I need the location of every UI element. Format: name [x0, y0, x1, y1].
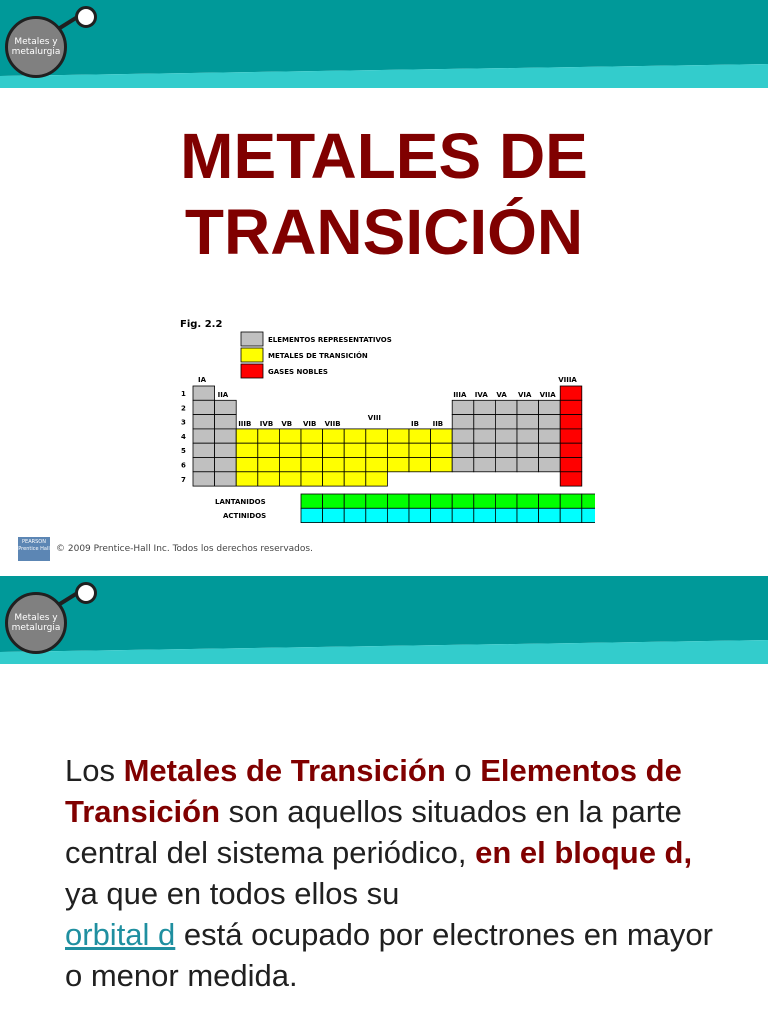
element-cell: [387, 429, 409, 443]
element-cell: [474, 415, 496, 429]
actinide-cell: [539, 508, 561, 522]
title-line1: METALES DE: [180, 120, 588, 192]
element-cell: [474, 458, 496, 472]
lanthanide-cell: [517, 494, 539, 508]
element-cell: [517, 458, 539, 472]
element-cell: [215, 429, 237, 443]
logo-2: [5, 592, 67, 654]
legend-swatch: [241, 332, 263, 346]
title-line2: TRANSICIÓN: [184, 196, 584, 268]
element-cell: [452, 443, 474, 457]
element-cell: [474, 400, 496, 414]
actinide-cell: [431, 508, 453, 522]
element-cell: [560, 472, 582, 486]
legend-swatch: [241, 364, 263, 378]
element-cell: [236, 443, 258, 457]
logo-text-line1: Metales y: [14, 37, 58, 47]
element-cell: [517, 443, 539, 457]
element-cell: [301, 429, 323, 443]
element-cell: [560, 458, 582, 472]
element-cell: [560, 415, 582, 429]
element-cell: [539, 429, 561, 443]
element-cell: [301, 443, 323, 457]
element-cell: [323, 429, 345, 443]
lanthanide-cell: [560, 494, 582, 508]
element-cell: [387, 458, 409, 472]
element-cell: [215, 458, 237, 472]
element-cell: [452, 429, 474, 443]
copyright-text: © 2009 Prentice-Hall Inc. Todos los derechos reservados.: [56, 544, 313, 554]
group-label: VB: [281, 420, 293, 428]
element-cell: [517, 415, 539, 429]
group-label: VIII: [367, 414, 382, 422]
logo-text-line2: metalurgia: [11, 47, 61, 57]
legend-label: ELEMENTOS REPRESENTATIVOS: [268, 336, 392, 344]
element-cell: [215, 443, 237, 457]
element-cell: [366, 472, 388, 486]
period-label: 7: [181, 475, 186, 484]
element-cell: [279, 472, 301, 486]
actinide-cell: [517, 508, 539, 522]
element-cell: [366, 429, 388, 443]
element-cell: [560, 400, 582, 414]
element-cell: [344, 472, 366, 486]
publisher-logo: PEARSON Prentice Hall: [18, 537, 50, 561]
element-cell: [495, 415, 517, 429]
group-label: IB: [411, 420, 419, 428]
element-cell: [495, 443, 517, 457]
logo-dot-icon: [75, 582, 97, 604]
period-label: 3: [181, 418, 186, 427]
actinide-cell: [452, 508, 474, 522]
actinide-cell: [323, 508, 345, 522]
term-elementos: Elementos de Transición: [65, 753, 682, 829]
header-band: [0, 0, 768, 90]
lanthanide-cell: [409, 494, 431, 508]
element-cell: [409, 429, 431, 443]
logo-text-line1: Metales y: [14, 613, 58, 623]
period-label: 6: [181, 461, 186, 470]
element-cell: [258, 458, 280, 472]
element-cell: [560, 386, 582, 400]
group-label: VIA: [518, 391, 532, 399]
lanthanide-cell: [452, 494, 474, 508]
element-cell: [193, 443, 215, 457]
lanthanide-cell: [582, 494, 595, 508]
group-label: IIIB: [238, 420, 252, 428]
slide-title: [0, 118, 768, 270]
element-cell: [193, 386, 215, 400]
copyright: [18, 537, 313, 561]
lanthanide-cell: [431, 494, 453, 508]
element-cell: [279, 443, 301, 457]
actinides-label: ACTINIDOS: [223, 512, 267, 520]
lanthanide-cell: [539, 494, 561, 508]
element-cell: [431, 458, 453, 472]
element-cell: [474, 429, 496, 443]
actinide-cell: [560, 508, 582, 522]
element-cell: [495, 400, 517, 414]
figure-label: Fig. 2.2: [180, 319, 223, 330]
element-cell: [258, 443, 280, 457]
lanthanide-cell: [366, 494, 388, 508]
logo: [5, 16, 67, 78]
group-label: VIIIA: [558, 376, 577, 384]
body-paragraph: Los Metales de Transición o Elementos de Transición son aquellos situados en la parte central del sistema periódico, en el bloque d, ya que en todos ellos su orbital d está ocupado por electrones en mayor o menor medida.: [65, 753, 713, 993]
element-cell: [539, 458, 561, 472]
element-cell: [193, 400, 215, 414]
element-cell: [560, 429, 582, 443]
element-cell: [193, 415, 215, 429]
lanthanides-label: LANTANIDOS: [215, 498, 266, 506]
term-bloque-d: en el bloque d,: [475, 835, 693, 870]
element-cell: [344, 443, 366, 457]
element-cell: [215, 472, 237, 486]
group-label: VIIA: [539, 391, 556, 399]
actinide-cell: [301, 508, 323, 522]
element-cell: [560, 443, 582, 457]
period-label: 4: [181, 432, 186, 441]
element-cell: [431, 443, 453, 457]
actinide-cell: [582, 508, 595, 522]
legend-label: METALES DE TRANSICIÓN: [268, 352, 368, 360]
group-label: VIB: [303, 420, 317, 428]
element-cell: [193, 429, 215, 443]
orbital-d-link[interactable]: orbital d: [65, 917, 176, 952]
period-label: 2: [181, 404, 186, 413]
lanthanide-cell: [387, 494, 409, 508]
lanthanide-cell: [344, 494, 366, 508]
group-label: VA: [496, 391, 507, 399]
element-cell: [193, 458, 215, 472]
element-cell: [279, 429, 301, 443]
logo-text-line2: metalurgia: [11, 623, 61, 633]
group-label: IA: [198, 376, 207, 384]
legend-label: GASES NOBLES: [268, 368, 328, 376]
element-cell: [344, 429, 366, 443]
actinide-cell: [344, 508, 366, 522]
term-metales: Metales de Transición: [123, 753, 446, 788]
element-cell: [409, 458, 431, 472]
element-cell: [366, 443, 388, 457]
actinide-cell: [495, 508, 517, 522]
element-cell: [452, 458, 474, 472]
element-cell: [258, 429, 280, 443]
element-cell: [539, 443, 561, 457]
element-cell: [236, 458, 258, 472]
group-label: IIIA: [453, 391, 467, 399]
element-cell: [409, 443, 431, 457]
element-cell: [452, 400, 474, 414]
periodic-table-figure: [175, 316, 595, 530]
element-cell: [215, 415, 237, 429]
actinide-cell: [366, 508, 388, 522]
element-cell: [517, 429, 539, 443]
element-cell: [301, 472, 323, 486]
element-cell: [301, 458, 323, 472]
element-cell: [539, 400, 561, 414]
lanthanide-cell: [474, 494, 496, 508]
element-cell: [279, 458, 301, 472]
element-cell: [517, 400, 539, 414]
lanthanide-cell: [301, 494, 323, 508]
element-cell: [431, 429, 453, 443]
element-cell: [539, 415, 561, 429]
group-label: IIB: [432, 420, 444, 428]
element-cell: [366, 458, 388, 472]
element-cell: [495, 429, 517, 443]
element-cell: [344, 458, 366, 472]
group-label: VIIB: [324, 420, 341, 428]
legend-swatch: [241, 348, 263, 362]
period-label: 5: [181, 447, 186, 456]
lanthanide-cell: [495, 494, 517, 508]
element-cell: [452, 415, 474, 429]
group-label: IIA: [217, 391, 229, 399]
actinide-cell: [387, 508, 409, 522]
element-cell: [387, 443, 409, 457]
header-band-2: [0, 576, 768, 666]
element-cell: [323, 443, 345, 457]
element-cell: [495, 458, 517, 472]
element-cell: [193, 472, 215, 486]
element-cell: [236, 472, 258, 486]
group-label: IVA: [474, 391, 488, 399]
element-cell: [323, 458, 345, 472]
element-cell: [474, 443, 496, 457]
lanthanide-cell: [323, 494, 345, 508]
period-label: 1: [181, 390, 186, 398]
actinide-cell: [409, 508, 431, 522]
slide-2: [0, 576, 768, 1024]
element-cell: [215, 400, 237, 414]
logo-dot-icon: [75, 6, 97, 28]
actinide-cell: [474, 508, 496, 522]
element-cell: [323, 472, 345, 486]
element-cell: [258, 472, 280, 486]
element-cell: [236, 429, 258, 443]
group-label: IVB: [259, 420, 274, 428]
